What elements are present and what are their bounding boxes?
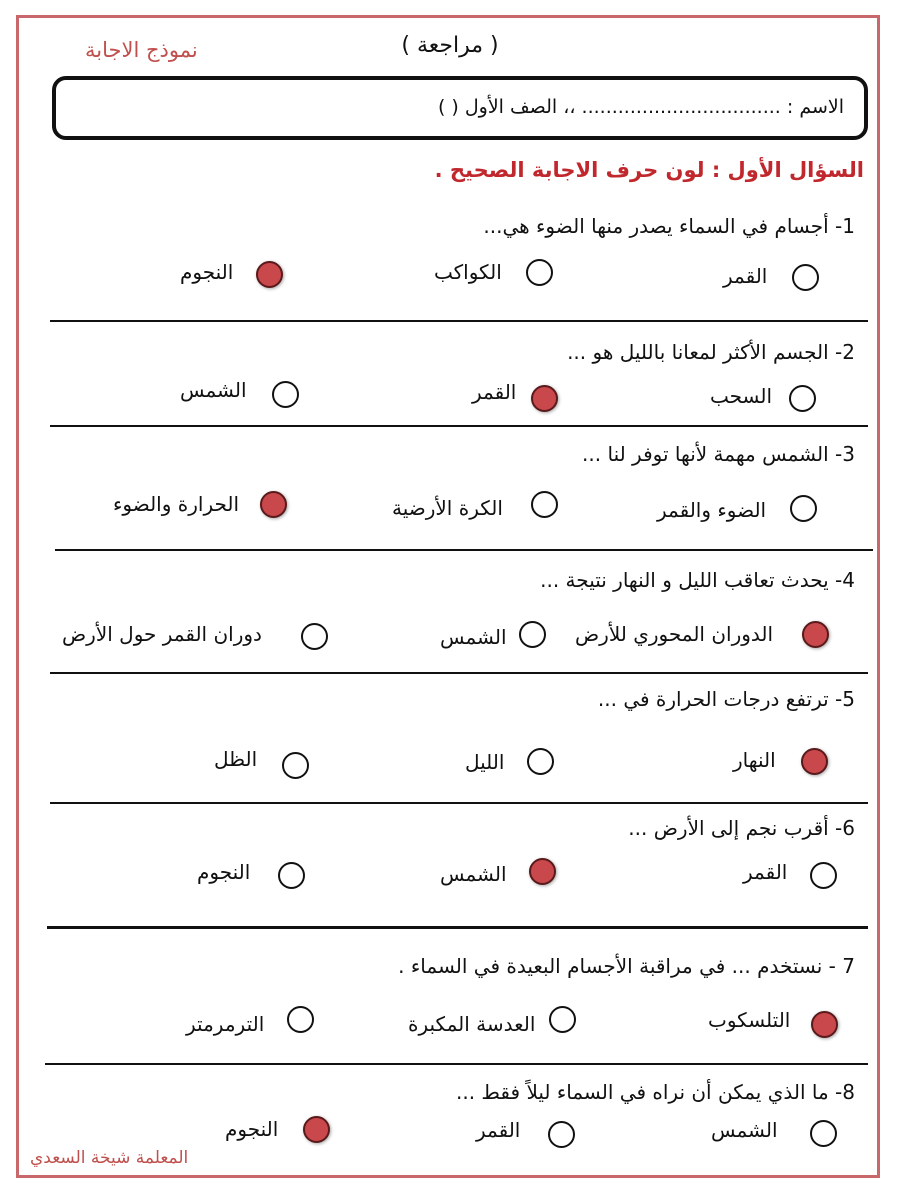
question-6: 6- أقرب نجم إلى الأرض ... [628, 816, 855, 840]
option-circle[interactable] [527, 748, 554, 775]
option-circle[interactable] [301, 623, 328, 650]
divider [50, 425, 868, 427]
question-7: 7 - نستخدم ... في مراقبة الأجسام البعيدة في السماء . [398, 954, 855, 978]
option-circle[interactable] [531, 385, 558, 412]
option-label: العدسة المكبرة [408, 1012, 536, 1036]
option-label: القمر [743, 860, 788, 884]
option-circle[interactable] [282, 752, 309, 779]
option-label: الشمس [440, 625, 507, 649]
option-label: السحب [710, 384, 773, 408]
option-circle[interactable] [549, 1006, 576, 1033]
option-label: النجوم [225, 1117, 279, 1141]
option-circle[interactable] [529, 858, 556, 885]
option-circle[interactable] [810, 1120, 837, 1147]
question-1: 1- أجسام في السماء يصدر منها الضوء هي... [483, 214, 855, 238]
page-border [16, 15, 880, 1178]
question-4: 4- يحدث تعاقب الليل و النهار نتيجة ... [540, 568, 855, 592]
option-label: التلسكوب [708, 1008, 791, 1032]
option-label: الكرة الأرضية [392, 496, 503, 520]
option-label: الترمرمتر [186, 1012, 265, 1036]
divider [50, 672, 868, 674]
option-label: الدوران المحوري للأرض [575, 622, 774, 646]
option-label: الشمس [440, 862, 507, 886]
section-title: السؤال الأول : لون حرف الاجابة الصحيح . [434, 158, 864, 182]
option-circle[interactable] [801, 748, 828, 775]
question-8: 8- ما الذي يمكن أن نراه في السماء ليلاً فقط ... [456, 1080, 855, 1104]
page-title: ( مراجعة ) [401, 33, 499, 58]
question-3: 3- الشمس مهمة لأنها توفر لنا ... [582, 442, 855, 466]
divider [47, 926, 868, 929]
option-circle[interactable] [802, 621, 829, 648]
divider [50, 802, 868, 804]
divider [55, 549, 873, 551]
option-label: دوران القمر حول الأرض [62, 622, 262, 646]
option-circle[interactable] [260, 491, 287, 518]
option-label: الحرارة والضوء [113, 492, 240, 516]
name-line: الاسم : ................................. ،، الصف الأول ( ) [437, 96, 844, 118]
option-label: القمر [476, 1118, 521, 1142]
question-5: 5- ترتفع درجات الحرارة في ... [597, 687, 855, 711]
option-label: النجوم [180, 260, 234, 284]
option-label: النجوم [197, 860, 251, 884]
option-label: الظل [214, 747, 258, 771]
option-circle[interactable] [278, 862, 305, 889]
divider [50, 320, 868, 322]
option-label: الشمس [180, 378, 247, 402]
option-circle[interactable] [792, 264, 819, 291]
model-answer-label: نموذج الاجابة [85, 38, 198, 62]
teacher-name: المعلمة شيخة السعدي [30, 1148, 189, 1168]
option-label: الليل [465, 750, 505, 774]
option-circle[interactable] [272, 381, 299, 408]
option-circle[interactable] [531, 491, 558, 518]
option-circle[interactable] [287, 1006, 314, 1033]
option-circle[interactable] [526, 259, 553, 286]
option-circle[interactable] [789, 385, 816, 412]
divider [45, 1063, 868, 1065]
question-2: 2- الجسم الأكثر لمعانا بالليل هو ... [567, 340, 855, 364]
option-circle[interactable] [256, 261, 283, 288]
option-circle[interactable] [810, 862, 837, 889]
option-circle[interactable] [790, 495, 817, 522]
option-label: الضوء والقمر [657, 498, 767, 522]
option-circle[interactable] [303, 1116, 330, 1143]
option-label: الكواكب [434, 260, 502, 284]
option-label: القمر [723, 264, 768, 288]
option-label: النهار [733, 748, 776, 772]
option-circle[interactable] [811, 1011, 838, 1038]
option-label: القمر [472, 380, 517, 404]
option-circle[interactable] [519, 621, 546, 648]
option-circle[interactable] [548, 1121, 575, 1148]
name-box [52, 76, 868, 140]
option-label: الشمس [711, 1118, 778, 1142]
